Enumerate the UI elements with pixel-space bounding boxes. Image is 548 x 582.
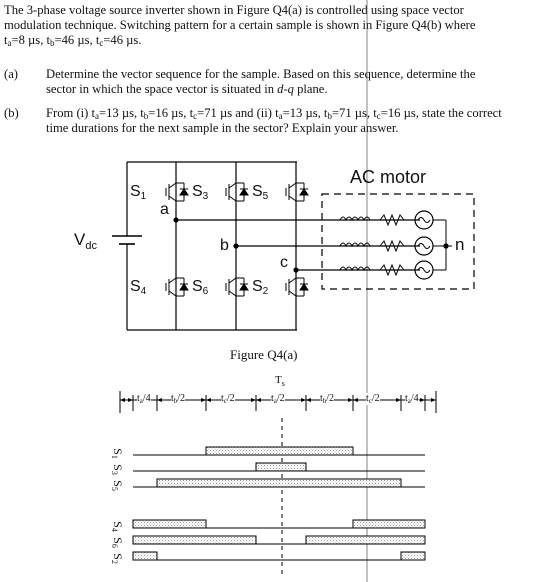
interval-label: $t_a/4$ bbox=[405, 393, 419, 405]
signal-label: S4 bbox=[109, 521, 125, 532]
question-b-line-1: From (i) $t_a=13$ µs, $t_b=16$ µs, $t_c=71$ µs and (ii) $t_a=13$ µs, $t_b=71$ µs, $t_c=16$ µs, state the correct bbox=[46, 106, 502, 121]
interval-label: $t_a/4$ bbox=[137, 393, 151, 405]
timing-diagram bbox=[120, 391, 436, 578]
pulse-s4-right bbox=[353, 520, 425, 528]
pulse-s2-right bbox=[401, 552, 425, 560]
signal-label: S3 bbox=[109, 464, 125, 475]
pulse-s1 bbox=[206, 447, 353, 455]
pulse-s5 bbox=[157, 479, 401, 487]
label-s2: S2 bbox=[252, 278, 269, 297]
motor-windings bbox=[340, 211, 452, 279]
figure-q4a-caption: Figure Q4(a) bbox=[230, 347, 298, 362]
question-a-label: (a) bbox=[4, 67, 18, 81]
signal-label: S5 bbox=[109, 480, 125, 491]
label-s5: S5 bbox=[252, 183, 269, 202]
signal-label: S1 bbox=[109, 448, 125, 459]
question-a-line-2: sector in which the space vector is situated in d-q plane. bbox=[46, 82, 328, 96]
node-c-dot bbox=[293, 267, 298, 272]
pulse-s4-left bbox=[133, 520, 206, 528]
interval-label: $t_c/2$ bbox=[221, 393, 235, 405]
interval-label: $t_a/2$ bbox=[271, 393, 285, 405]
label-s3: S3 bbox=[192, 183, 209, 202]
question-a-line-1: Determine the vector sequence for the sample. Based on this sequence, determine the bbox=[46, 67, 476, 81]
label-s6: S6 bbox=[192, 278, 209, 297]
label-s4: S4 bbox=[130, 278, 147, 297]
igbt-s4 bbox=[166, 278, 188, 296]
label-s1: S1 bbox=[130, 183, 147, 202]
igbt-s6 bbox=[226, 278, 248, 296]
switch-symbols bbox=[166, 183, 308, 296]
neutral-dot bbox=[443, 243, 448, 248]
node-c-label: c bbox=[280, 254, 288, 271]
pulse-s2-left bbox=[133, 552, 157, 560]
period-label: $T_s$ bbox=[275, 374, 285, 388]
signal-label: S6 bbox=[109, 537, 125, 548]
node-a-dot bbox=[173, 217, 178, 222]
interval-label: $t_b/2$ bbox=[171, 393, 186, 405]
pulse-s6-right bbox=[306, 536, 425, 544]
igbt-s1 bbox=[166, 183, 188, 201]
question-b-label: (b) bbox=[4, 106, 19, 120]
pulse-s3 bbox=[256, 463, 306, 471]
interval-label: $t_b/2$ bbox=[320, 393, 335, 405]
intro-line-3: $t_a=8$ µs, $t_b=46$ µs, $t_c=46$ µs. bbox=[4, 33, 142, 48]
intro-line-1: The 3-phase voltage source inverter shown in Figure Q4(a) is controlled using space vector bbox=[4, 3, 464, 17]
node-b-label: b bbox=[220, 237, 229, 254]
neutral-label: n bbox=[455, 235, 465, 254]
signal-label: S2 bbox=[109, 553, 125, 564]
ac-motor-label: AC motor bbox=[350, 167, 427, 187]
vdc-label: $V_{dc}$ bbox=[74, 230, 97, 252]
interval-label: $t_c/2$ bbox=[366, 393, 380, 405]
pulse-s6-left bbox=[133, 536, 256, 544]
node-b-dot bbox=[233, 243, 238, 248]
igbt-s5 bbox=[286, 183, 308, 201]
igbt-s2 bbox=[286, 278, 308, 296]
ac-motor-box bbox=[322, 194, 474, 289]
question-b-line-2: time durations for the next sample in the sector? Explain your answer. bbox=[46, 121, 399, 135]
node-a-label: a bbox=[160, 201, 169, 218]
signal-pulses bbox=[133, 447, 425, 560]
igbt-s3 bbox=[226, 183, 248, 201]
intro-line-2: modulation technique. Switching pattern for a certain sample is shown in Figure Q4(b) where bbox=[4, 18, 476, 32]
